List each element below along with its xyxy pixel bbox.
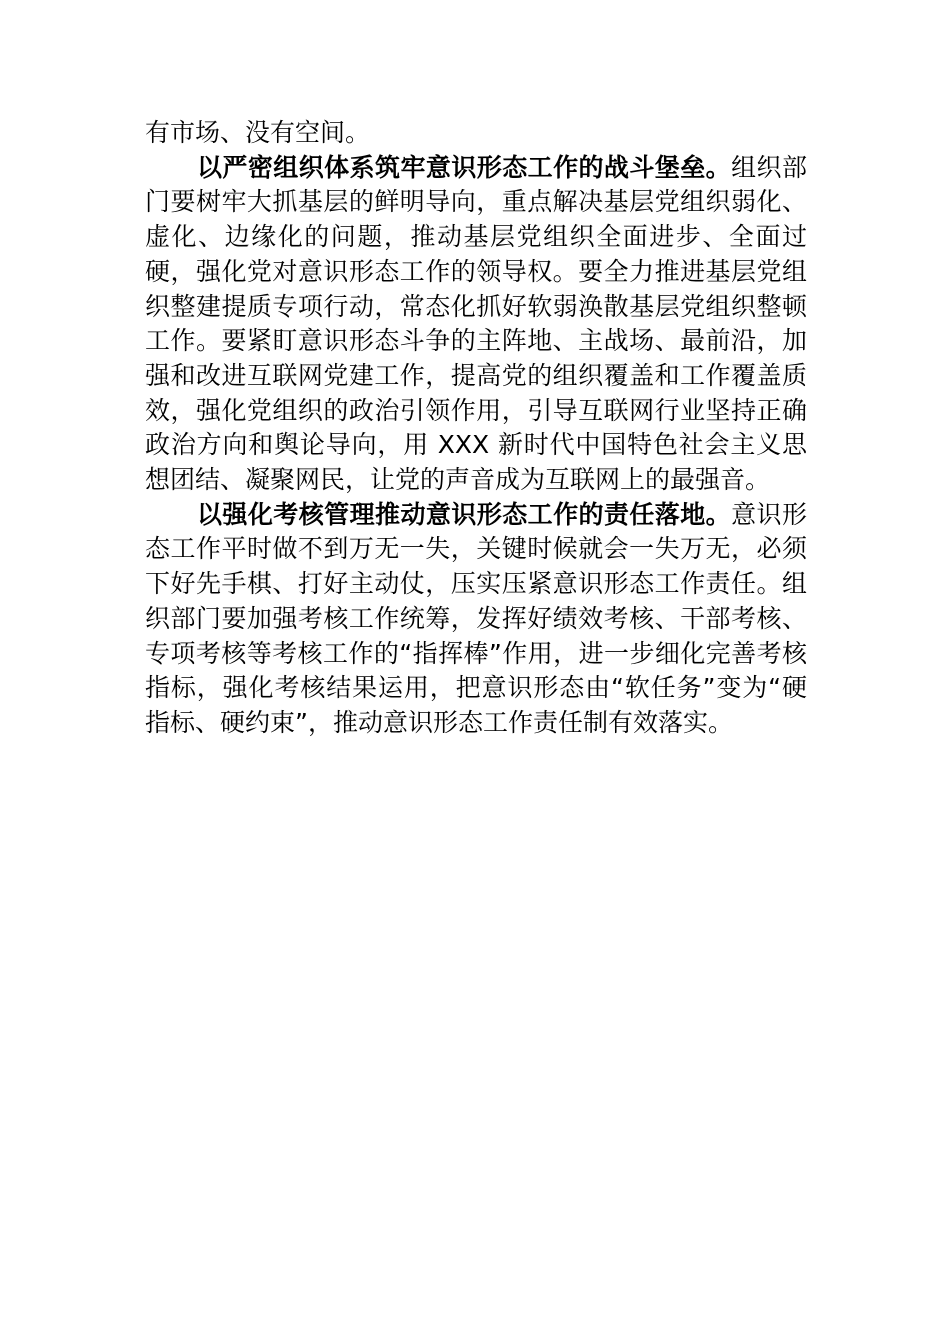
paragraph-continuation xyxy=(145,116,807,151)
document-body xyxy=(145,116,807,741)
paragraph-text: 组织部门要树牢大抓基层的鲜明导向，重点解决基层党组织弱化、虚化、边缘化的问题，推动基层党组织全面进步、全面过硬，强化党对意识形态工作的领导权。要全力推进基层党组织整建提质专项行动，常态化抓好软弱涣散基层党组织整顿工作。要紧盯意识形态斗争的主阵地、主战场、最前沿，加强和改进互联网党建工作，提高党的组织覆盖和工作覆盖质效，强化党组织的政治引领作用，引导互联网行业坚持正确政治方向和舆论导向，用 XXX 新时代中国特色社会主义思想团结、凝聚网民，让党的声音成为互联网上的最强音。 xyxy=(145,152,807,495)
paragraph-assessment-management xyxy=(145,498,807,741)
paragraph-text: 意识形态工作平时做不到万无一失，关键时候就会一失万无，必须下好先手棋、打好主动仗，压实压紧意识形态工作责任。组织部门要加强考核工作统筹，发挥好绩效考核、干部考核、专项考核等考核工作的“指挥棒”作用，进一步细化完善考核指标，强化考核结果运用，把意识形态由“软任务”变为“硬指标、硬约束”，推动意识形态工作责任制有效落实。 xyxy=(145,499,807,737)
paragraph-text: 有市场、没有空间。 xyxy=(145,118,371,147)
paragraph-heading: 以强化考核管理推动意识形态工作的责任落地。 xyxy=(197,499,732,529)
paragraph-heading: 以严密组织体系筑牢意识形态工作的战斗堡垒。 xyxy=(197,152,732,182)
paragraph-organization-system xyxy=(145,151,807,498)
